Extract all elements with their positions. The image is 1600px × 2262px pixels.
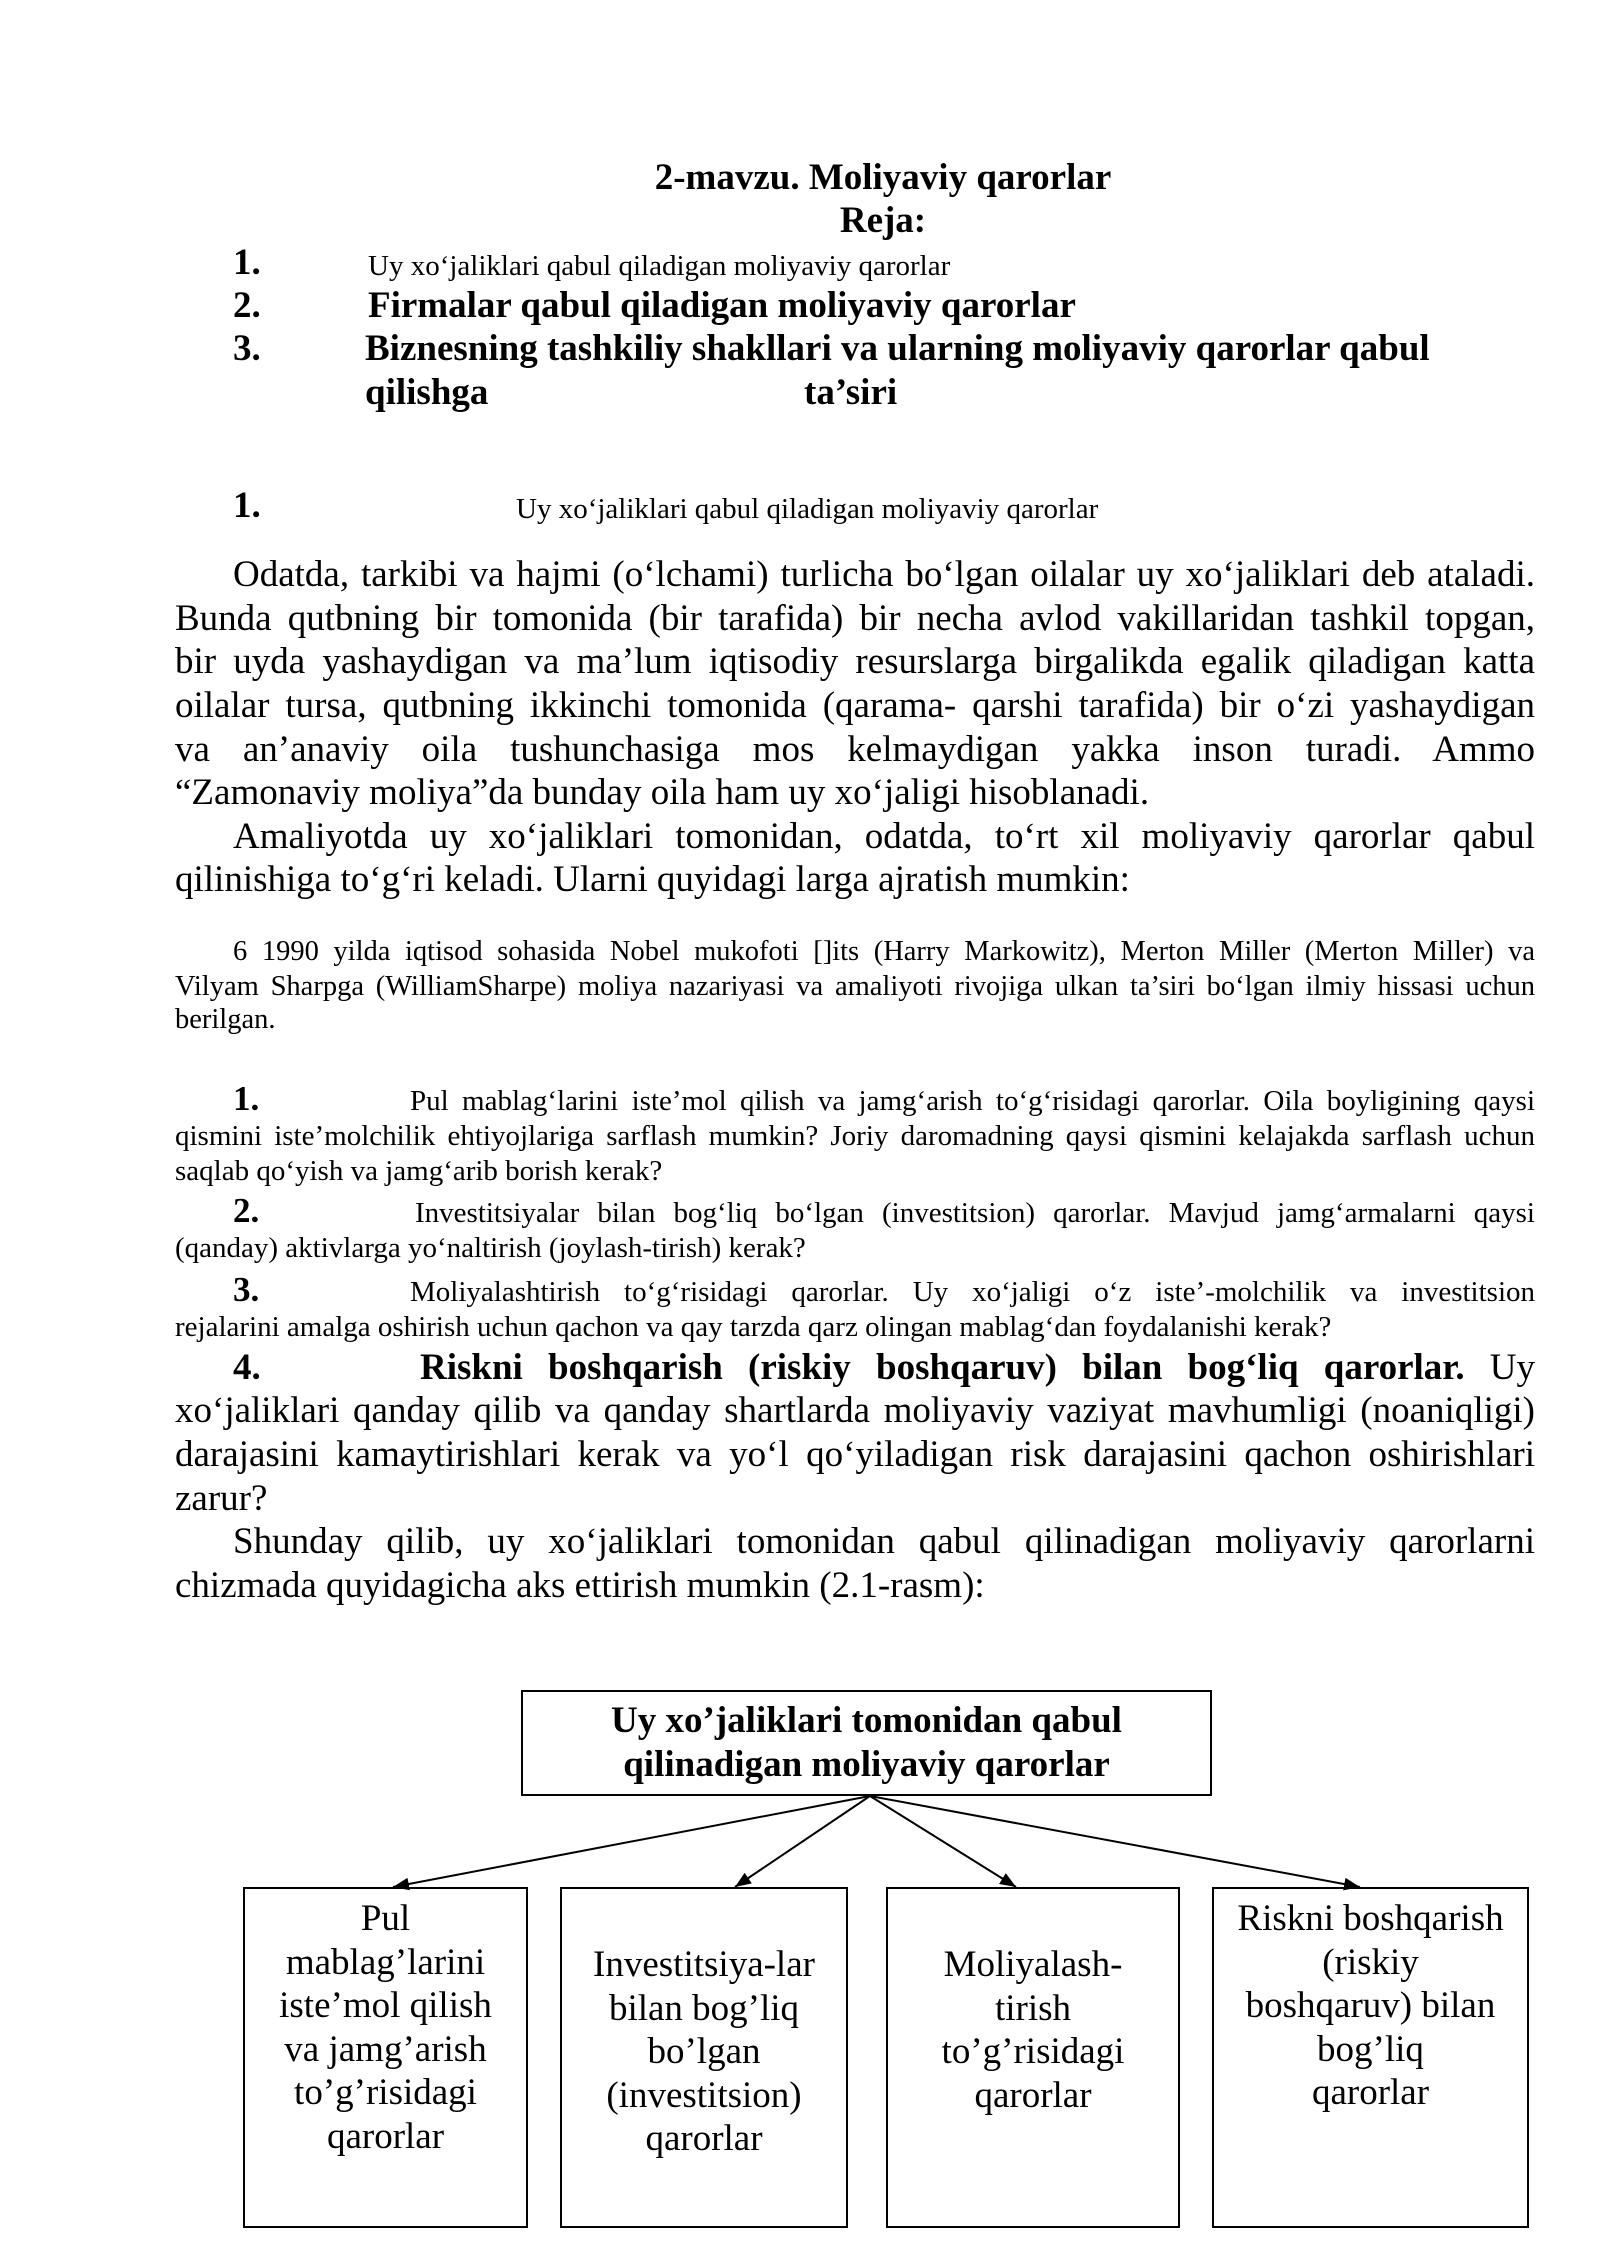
diagram-box-line: qarorlar [326, 2115, 445, 2157]
diagram-box-line: Riskni boshqarish [1237, 1898, 1504, 1939]
section-heading-number: 1. [233, 485, 261, 526]
diagram-arrow [870, 1796, 1016, 1887]
paragraph-line: “Zamonaviy moliya”da bunday oila ham uy xo‘jaligi hisoblanadi. [175, 772, 1150, 813]
diagram-box-line: qarorlar [974, 2074, 1092, 2116]
decision-item-number: 1. [233, 1079, 260, 1118]
diagram-box-line: mablag’larini [285, 1941, 486, 1983]
diagram-box-line: bo’lgan [647, 2031, 761, 2073]
decision-item-line: darajasini kamaytirishlari kerak va yo‘l qo‘yiladigan risk darajasini qachon oshirishlari [175, 1434, 1535, 1475]
section-heading-text: Uy xo‘jaliklari qabul qiladigan moliyaviy qarorlar [516, 493, 1099, 525]
paragraph-line: va an’anaviy oila tushunchasiga mos kelmaydigan yakka inson turadi. Ammo [175, 729, 1535, 770]
decision-item-line: Pul mablag‘larini iste’mol qilish va jamg‘arish to‘g‘risidagi qarorlar. Oila boyligining qaysi [410, 1085, 1535, 1117]
diagram-arrow [393, 1796, 870, 1887]
paragraph-line: oilalar tursa, qutbning ikkinchi tomonida (qarama- qarshi tarafida) bir o‘zi yashaydigan [175, 685, 1535, 726]
plan-item-number: 3. [233, 328, 261, 369]
decision-item-line: zarur? [175, 1478, 268, 1519]
diagram-box-line: Investitsiya-lar [593, 1944, 815, 1985]
decision-item-line: qismini iste’molchilik ehtiyojlariga sarflash mumkin? Joriy daromadning qaysi qismini kelajakda sarflash uchun [175, 1120, 1535, 1152]
plan-item-text: ta’siri [804, 372, 898, 413]
diagram-box-line: va jamg’arish [284, 2028, 487, 2070]
paragraph-line: Shunday qilib, uy xo‘jaliklari tomonidan qabul qilinadigan moliyaviy qarorlarni [233, 1521, 1535, 1562]
plan-item-text: Uy xo‘jaliklari qabul qiladigan moliyaviy qarorlar [368, 250, 951, 282]
decision-item-line: (qanday) aktivlarga yo‘naltirish (joylash-tirish) kerak? [175, 1232, 806, 1264]
diagram-root-line: Uy xo’jaliklari tomonidan qabul [611, 1700, 1122, 1742]
plan-heading: Reja: [839, 200, 927, 241]
paragraph-line: Odatda, tarkibi va hajmi (o‘lchami) turlicha bo‘lgan oilalar uy xo‘jaliklari deb ataladi. [233, 554, 1535, 595]
footnote-line: Vilyam Sharpga (WilliamSharpe) moliya nazariyasi va amaliyoti rivojiga ulkan ta’siri bo‘lgan ilmiy hissasi uchun [175, 971, 1535, 1002]
plan-item-text: qilishga [365, 372, 489, 413]
diagram-box-financing [886, 1887, 1180, 2228]
diagram-box-line: qarorlar [1311, 2072, 1430, 2114]
decision-item-line: rejalarini amalga oshirish uchun qachon va qay tarzda qarz olingan mablag‘dan foydalanishi kerak? [175, 1311, 1332, 1343]
diagram-box-line: Moliyalash- [943, 1944, 1123, 1985]
diagram-box-line: to’g’risidagi [294, 2072, 477, 2114]
footnote-line: 6 1990 yilda iqtisod sohasida Nobel mukofoti []its (Harry Markowitz), Merton Miller (Merton Miller) va [233, 936, 1535, 967]
diagram-box-line: bilan bog’liq [608, 1987, 800, 2029]
plan-item-text: Biznesning tashkiliy shakllari va ularning moliyaviy qarorlar qabul [365, 328, 1430, 369]
decision-item-text: Uy [1489, 1347, 1535, 1388]
diagram-box-consumption-savings [243, 1887, 528, 2228]
diagram-box-line: (riskiy [1322, 1941, 1419, 1983]
plan-item-number: 2. [233, 285, 261, 326]
plan-item-text: Firmalar qabul qiladigan moliyaviy qarorlar [368, 285, 1076, 326]
decision-item-number: 2. [233, 1191, 260, 1230]
decision-item-line: saqlab qo‘yish va jamg‘arib borish kerak? [175, 1155, 663, 1187]
diagram-arrow [735, 1796, 870, 1887]
diagram-box-risk-management [1212, 1887, 1529, 2228]
paragraph-line: chizmada quyidagicha aks ettirish mumkin (2.1-rasm): [175, 1565, 985, 1606]
paragraph-line: bir uyda yashaydigan va ma’lum iqtisodiy resurslarga birgalikda egalik qiladigan katta [175, 641, 1535, 682]
decision-item-line: xo‘jaliklari qanday qilib va qanday shartlarda moliyaviy vaziyat mavhumligi (noaniqligi) [175, 1390, 1535, 1431]
diagram-box-line: bog’liq [1317, 2028, 1424, 2070]
decision-item-line: Investitsiyalar bilan bog‘liq bo‘lgan (investitsion) qarorlar. Mavjud jamg‘armalarni qaysi [415, 1197, 1535, 1229]
decision-item-number: 3. [233, 1270, 260, 1309]
paragraph-line: Bunda qutbning bir tomonida (bir tarafida) bir necha avlod vakillaridan tashkil topgan, [175, 598, 1535, 639]
decision-item-line [420, 1346, 1535, 1390]
diagram-box-line: qarorlar [645, 2118, 763, 2160]
diagram-box-line: tirish [994, 1987, 1072, 2029]
document-title: 2-mavzu. Moliyaviy qarorlar [654, 157, 1112, 198]
diagram-box-line: to’g’risidagi [941, 2031, 1125, 2073]
diagram-arrow [870, 1796, 1360, 1887]
paragraph-line: qilinishiga to‘g‘ri keladi. Ularni quyidagi larga ajratish mumkin: [175, 859, 1130, 900]
decision-item-heading: Riskni boshqarish (riskiy boshqaruv) bilan bog‘liq qarorlar. [420, 1347, 1465, 1388]
plan-item-number: 1. [233, 242, 261, 283]
diagram-root-line: qilinadigan moliyaviy qarorlar [623, 1744, 1110, 1785]
diagram-box-investment [560, 1887, 848, 2228]
footnote-line: berilgan. [175, 1004, 276, 1035]
paragraph-line: Amaliyotda uy xo‘jaliklari tomonidan, odatda, to‘rt xil moliyaviy qarorlar qabul [233, 816, 1535, 857]
decision-item-line: Moliyalashtirish to‘g‘risidagi qarorlar. Uy xo‘jaligi o‘z iste’-molchilik va investitsion [410, 1276, 1535, 1308]
decision-item-number: 4. [233, 1347, 261, 1388]
diagram-box-line: iste’mol qilish [279, 1985, 492, 2027]
diagram-box-line: boshqaruv) bilan [1245, 1985, 1496, 2027]
diagram-box-line: Pul [360, 1898, 411, 1939]
diagram-root-box [521, 1690, 1212, 1796]
diagram-box-line: (investitsion) [606, 2074, 802, 2116]
